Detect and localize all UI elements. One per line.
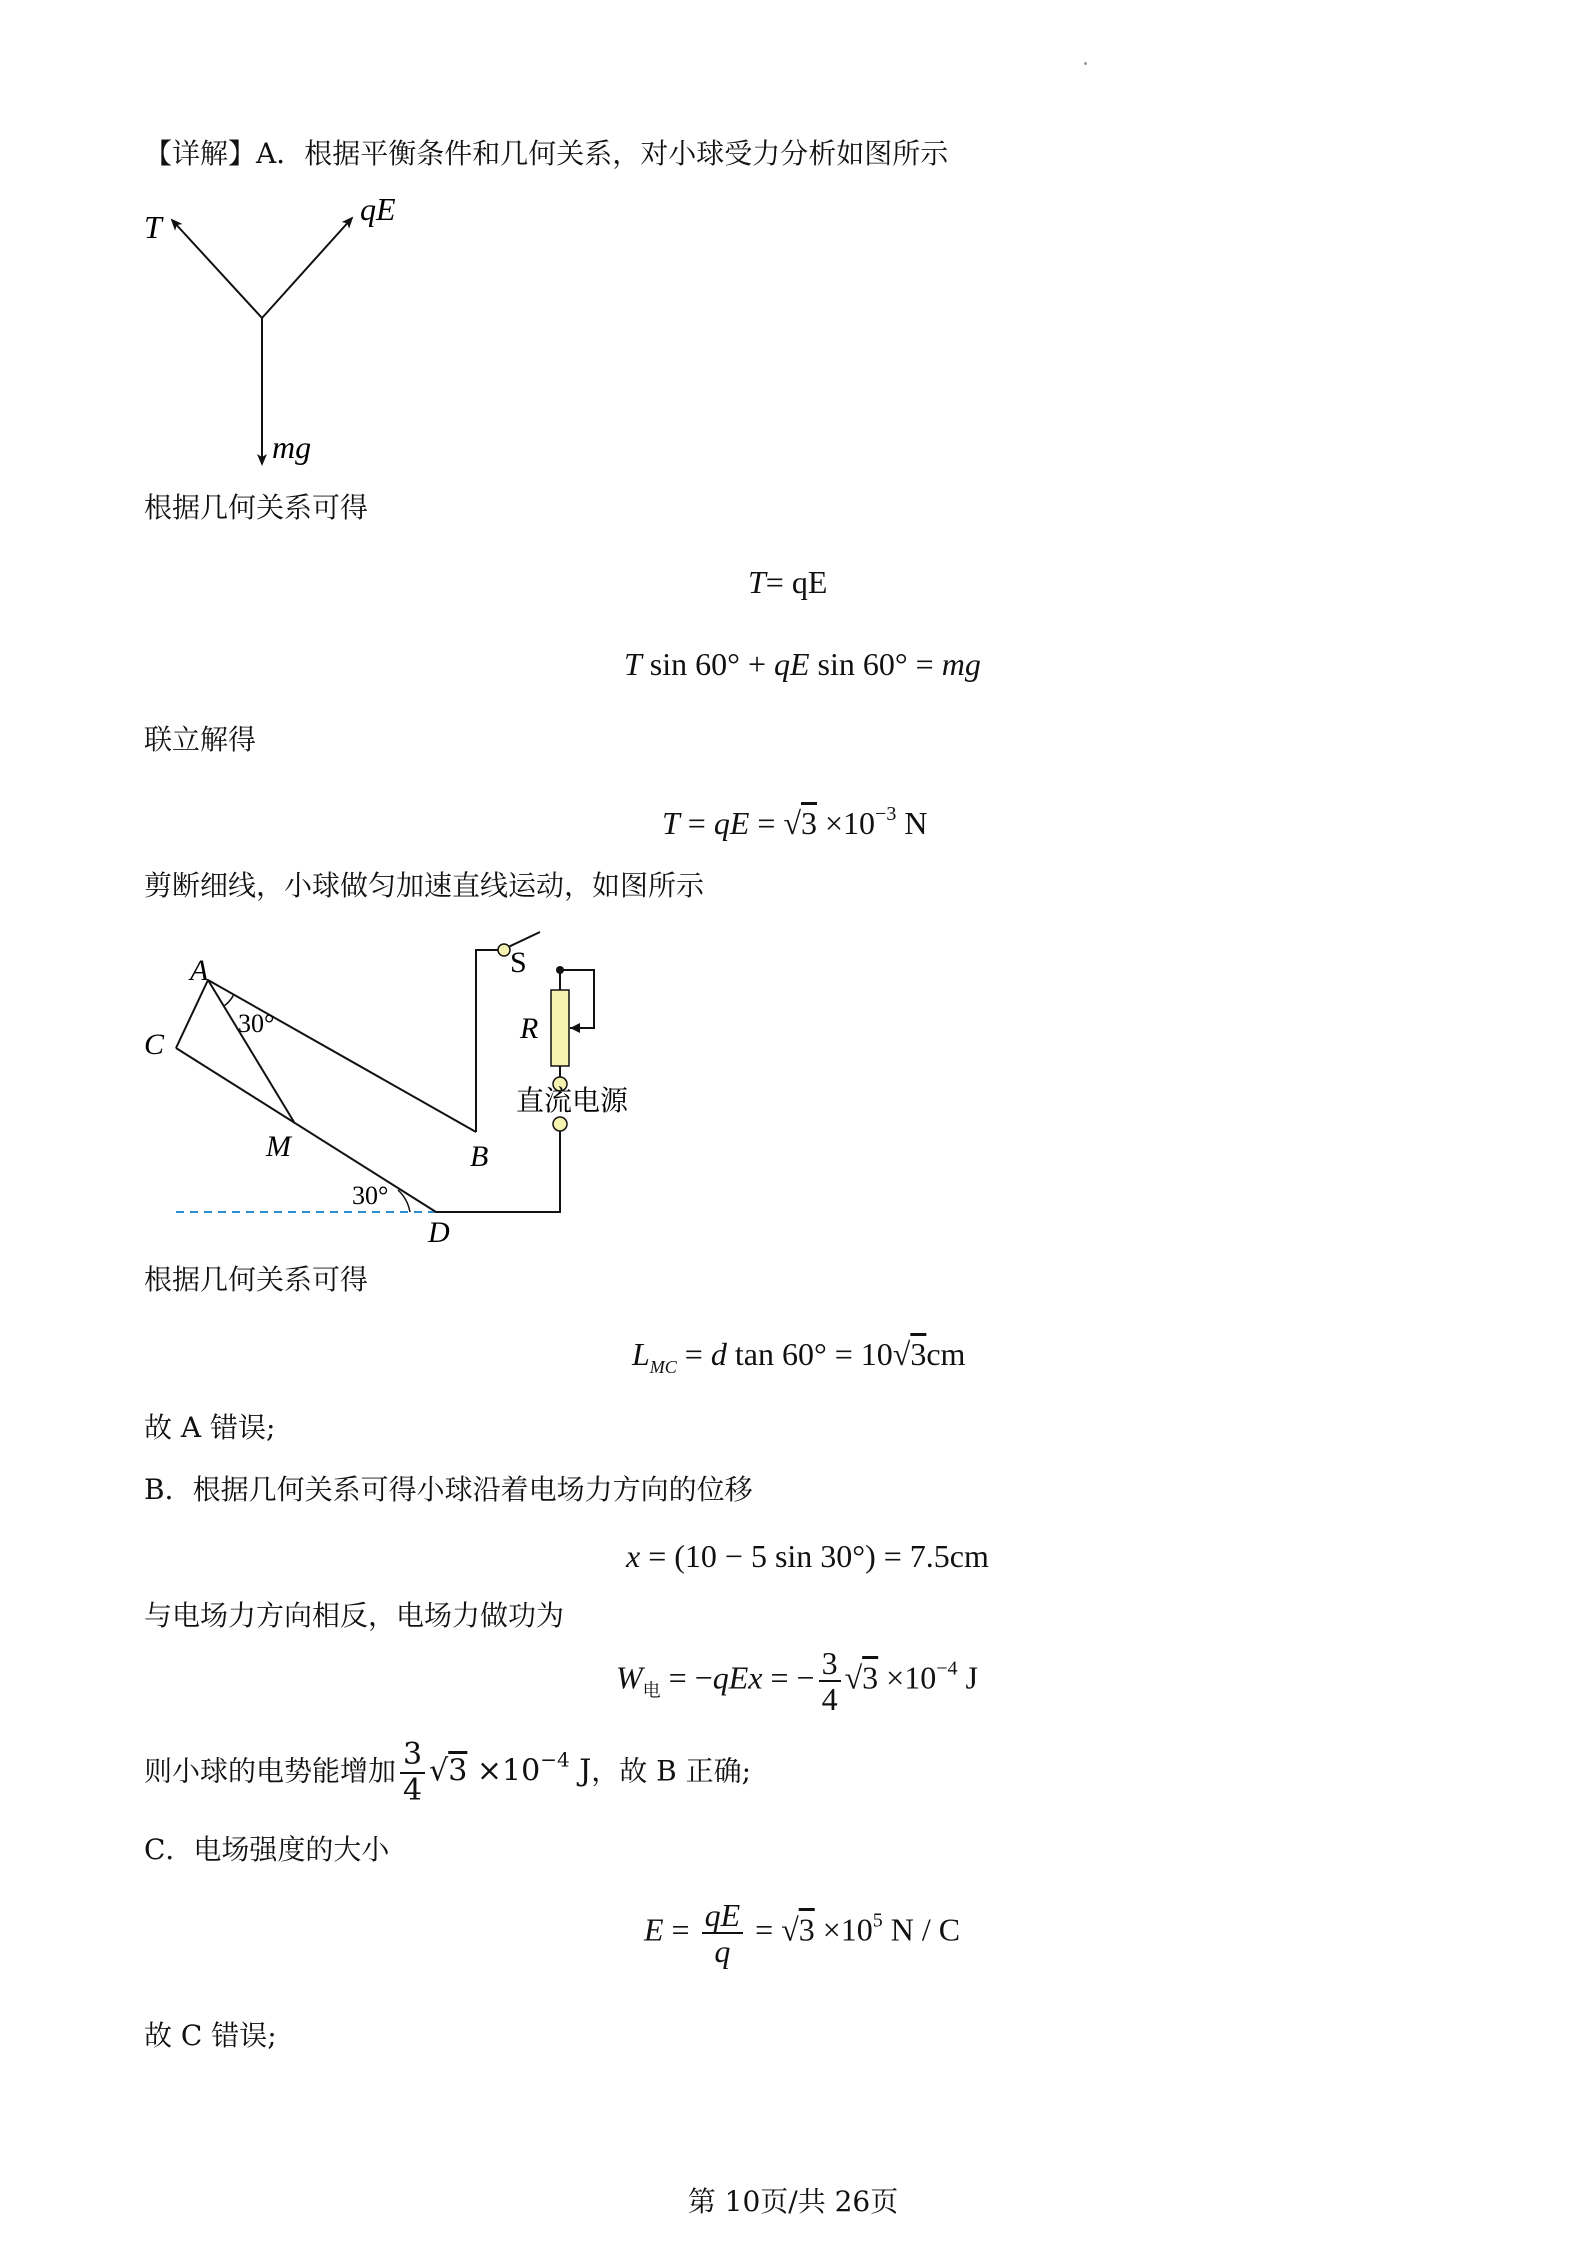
plate-AC [176,980,208,1048]
increase-text: 则小球的电势能增加 $\frac{3}{4}$ $√3 \times 10^{-4}$ J，故 B 正确; [144,1737,752,1808]
wire-bottom [436,1131,560,1212]
page-footer: 第 10页/共 26页 [687,2185,899,2218]
plate-CD [176,1048,436,1212]
label-mg: mg [272,429,312,465]
label-qE: qE [360,191,396,227]
part-c-text: C．电场强度的大小 [144,1833,390,1866]
resistor-R [551,990,569,1066]
equation-5: x = (10 − 5 sin 30°) = 7.5cm [626,1538,989,1574]
solve-text: 联立解得 [144,723,257,756]
label-A: A [190,954,209,987]
electric-force-arrow [262,218,352,318]
part-b-text: B．根据几何关系可得小球沿着电场力方向的位移 [144,1473,753,1506]
tension-arrow [172,220,262,318]
wire-left [476,950,502,1132]
label-T: T [144,209,162,245]
equation-3: T = qE = $√3 \times 10^{-3}$ N [662,803,928,841]
equation-6: $W_电 = -qEx$ = − $\frac{3}{4}$ $√3 \times 10^{-4}$ J [616,1645,978,1717]
label-M: M [266,1130,291,1163]
intro-text: 【详解】A．根据平衡条件和几何关系，对小球受力分析如图所示 [144,137,949,170]
incline-circuit-diagram [130,920,670,1260]
segment-AB [208,980,476,1132]
geometry-text-1: 根据几何关系可得 [144,491,369,524]
equation-7: E = $\frac{qE}{q}$ = $√3 \times 10^5$ N / C [644,1897,961,1969]
page-speck [1084,62,1087,65]
label-B: B [470,1140,489,1173]
conclusion-c: 故 C 错误; [144,2019,277,2052]
label-power-source: 直流电源 [516,1084,629,1117]
opposite-text: 与电场力方向相反，电场力做功为 [144,1599,565,1632]
segment-AM [208,980,294,1122]
equation-2: T sin 60° + qE sin 60° = mg [624,646,981,682]
label-S: S [510,946,527,979]
label-angle-D: 30° [352,1181,389,1210]
force-diagram [130,190,430,470]
equation-4: $L_{MC} = d$ tan 60° = 10√3cm [632,1336,966,1377]
cut-text: 剪断细线，小球做匀加速直线运动，如图所示 [144,869,705,902]
label-angle-A: 30° [238,1009,275,1038]
equation-1: T= qE [748,564,828,600]
label-C: C [144,1028,165,1061]
angle-arc-A [224,994,234,1006]
geometry-text-2: 根据几何关系可得 [144,1263,369,1296]
conclusion-a: 故 A 错误; [144,1411,276,1444]
label-D: D [428,1216,450,1249]
label-R: R [520,1012,539,1045]
